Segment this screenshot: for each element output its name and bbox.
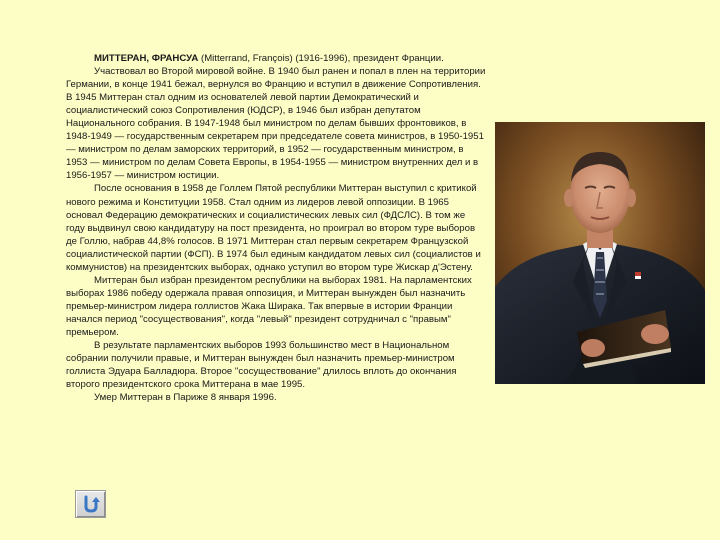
paragraph-presidency: Миттеран был избран президентом республики на выборах 1981. На парламентских выборах 1986 победу одержала правая оппозиция, и Миттеран вынужден был назначить премьер-министром лидера голлистов Жака Ширака. Так впервые в истории Франции начался период "сосуществования", когда "левый" президент сотрудничал с "правым" премьером. [66, 274, 472, 338]
person-name: МИТТЕРАН, ФРАНСУА [94, 53, 199, 64]
paragraph-death: Умер Миттеран в Париже 8 января 1996. [94, 392, 277, 404]
paragraph-war-career: Участвовал во Второй мировой войне. В 1940 был ранен и попал в плен на территории Германии, в конце 1941 бежал, вернулся во Францию и вступил в движение Сопротивления. В 1945 Миттеран стал одним из основателей левой партии Демократический и социалистический союз Сопротивления (ЮДСР), в 1946 был избран депутатом Национального собрания. В 1947-1948 был министром по делам бывших фронтовиков, в 1948-1949 — государственным секретарем при председателе совета министров, в 1950-1951 — министром по делам заморских территорий, в 1952 — государственным министром, в 1953 — министром по делам Совета Европы, в 1954-1955 — министром внутренних дел и в 1956-1957 — министром юстиции. [66, 66, 486, 182]
return-arrow-icon [81, 494, 101, 514]
biography-heading [66, 52, 486, 65]
portrait-photo [495, 122, 705, 384]
paragraph-opposition: После основания в 1958 де Голлем Пятой республики Миттеран выступил с критикой нового режима и Конституции 1958. Стал одним из лидеров левой оппозиции. В 1965 основал Федерацию демократических и социалистических левых сил (ФДСЛС). В том же году выдвинул свою кандидатуру на пост президента, но проиграл во втором туре выборов де Голлю, набрав 44,8% голосов. В 1971 Миттеран стал первым секретарем Французской социалистической партии (ФСП). В 1974 был единым кандидатом левых сил (социалистов и коммунистов) на президентских выборах, однако уступил во втором туре Жискар д'Эстену. [66, 183, 481, 273]
heading-details: (Mitterrand, François) (1916-1996), президент Франции. [198, 53, 444, 64]
paragraph-cohabitation: В результате парламентских выборов 1993 большинство мест в Национальном собрании получили правые, и Миттеран вынужден был назначить премьер-министром голлиста Эдуара Балладюра. Второе "сосуществование" длилось вплоть до окончания второго президентского срока Миттерана в мае 1995. [66, 340, 457, 391]
back-button[interactable] [75, 490, 106, 518]
biography-text [66, 52, 486, 404]
